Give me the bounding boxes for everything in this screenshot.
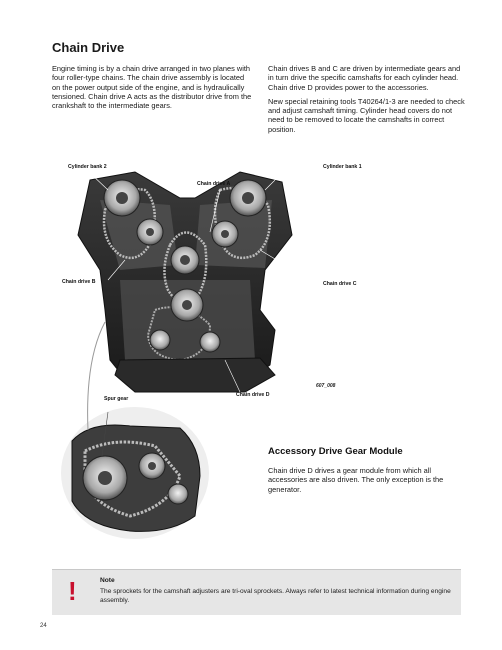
section-title: Chain Drive	[52, 40, 125, 55]
label-chain-drive-d: Chain drive D	[236, 392, 270, 398]
intro-column-left	[52, 64, 252, 115]
label-chain-drive-b: Chain drive B	[62, 279, 96, 285]
intro-paragraph: Engine timing is by a chain drive arranged in two planes with four roller-type chains. The chain drive assembly is located on the power output side of the engine, and is hydraulically tensioned. Chain drive A acts as the distributor drive from the crankshaft to the intermediate gears.	[52, 64, 252, 111]
intro-column-right	[268, 64, 468, 139]
label-cylinder-bank-1: Cylinder bank 1	[323, 164, 362, 170]
page-number: 24	[40, 623, 47, 629]
special-tools-paragraph: New special retaining tools T40264/1-3 are needed to check and adjust camshaft timing. Cylinder head covers do not need to be removed to locate the camshafts in correct position.	[268, 96, 465, 134]
oil-pan	[115, 358, 275, 392]
chain-drives-paragraph: Chain drives B and C are driven by intermediate gears and in turn drive the specific camshafts for each cylinder head. Chain drive D provides power to the accessories.	[268, 64, 461, 92]
section2-title: Accessory Drive Gear Module	[268, 446, 403, 457]
note-title: Note	[100, 577, 115, 584]
label-chain-drive-a: Chain drive A	[197, 181, 231, 187]
note-box	[52, 569, 461, 615]
exclamation-icon: !	[68, 576, 77, 606]
label-spur-gear: Spur gear	[104, 396, 129, 402]
label-cylinder-bank-2: Cylinder bank 2	[68, 164, 107, 170]
note-text: The sprockets for the camshaft adjusters are tri-oval sprockets. Always refer to latest technical information during engine assembly.	[100, 588, 451, 604]
figure-number: 607_008	[316, 383, 336, 389]
inset-connector-line	[80, 320, 120, 440]
section2-body: Chain drive D drives a gear module from which all accessories are also driven. The only exception is the generator.	[268, 466, 444, 494]
label-chain-drive-c: Chain drive C	[323, 281, 357, 287]
